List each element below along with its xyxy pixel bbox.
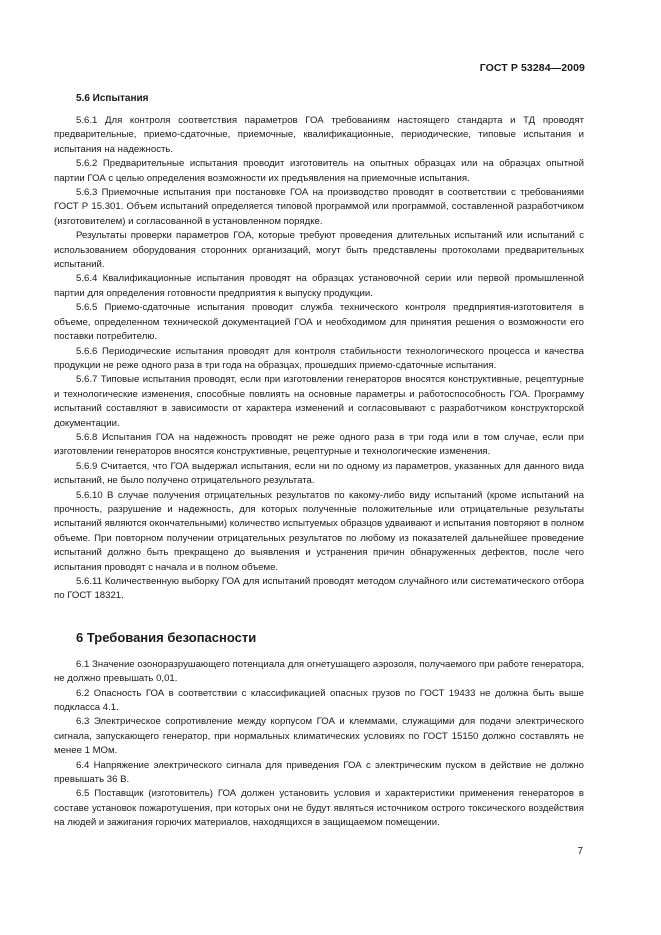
paragraph-5-6-6: 5.6.6 Периодические испытания проводят для контроля стабильности технологического процесса и качества продукции не реже одного раза в три года на образцах, прошедших приемо-сдаточные испытания. bbox=[54, 345, 584, 371]
section-6-heading: 6 Требования безопасности bbox=[76, 629, 257, 645]
paragraph-5-6-1: 5.6.1 Для контроля соответствия параметров ГОА требованиям настоящего стандарта и ТД проводят предварительные, приемо-сдаточные, приемочные, квалификационные, периодические, типовые испытания и испытания на надежность. bbox=[54, 115, 584, 155]
paragraph-5-6-3-results: Результаты проверки параметров ГОА, которые требуют проведения длительных испытаний или испытаний с использованием оборудования сторонних организаций, могут быть представлены протоколами предварительных испытаний. bbox=[54, 230, 584, 271]
paragraph-5-6-8: 5.6.8 Испытания ГОА на надежность проводят не реже одного раза в три года или в том случае, если при изготовлении генераторов вносятся конструктивные, рецептурные и технологические изменения. bbox=[54, 431, 584, 458]
paragraph-6-1: 6.1 Значение озоноразрушающего потенциала для огнетушащего аэрозоля, получаемого при работе генератора, не должно превышать 0,01. bbox=[54, 658, 584, 685]
paragraph-6-2: 6.2 Опасность ГОА в соответствии с классификацией опасных грузов по ГОСТ 19433 не должна быть выше подкласса 4.1. bbox=[54, 687, 584, 714]
paragraph-5-6-9: 5.6.9 Считается, что ГОА выдержал испытания, если ни по одному из параметров, указанных для данного вида испытаний, не было получено отрицательного результата. bbox=[54, 460, 584, 487]
paragraph-5-6-10: 5.6.10 В случае получения отрицательных результатов по какому-либо виду испытаний (кроме испытаний на прочность, разрушение и надежность, для которых полученные положительные или отрицательные результаты испытаний являются окончательными) количество испытуемых образцов удваивают и испытания повторяют в полном объеме. При повторном получении отрицательных результатов по любому из показателей дальнейшее проведение испытаний должно быть прекращено до выявления и устранения причин обнаруженных дефектов, после чего испытания проводят с начала и в полном объеме. bbox=[54, 489, 584, 573]
paragraph-5-6-5: 5.6.5 Приемо-сдаточные испытания проводит служба технического контроля предприятия-изготовителя в объеме, определенном технической документацией ГОА и необходимом для принятия решения о возможности его поставки потребителю. bbox=[54, 302, 584, 343]
paragraph-6-3: 6.3 Электрическое сопротивление между корпусом ГОА и клеммами, служащими для подачи электрического сигнала, запускающего генератор, при нормальных климатических условиях по ГОСТ 15150 должно составлять не менее 1 МОм. bbox=[54, 716, 584, 757]
page-number: 7 bbox=[577, 846, 583, 857]
paragraph-5-6-7: 5.6.7 Типовые испытания проводят, если при изготовлении генераторов вносятся конструктивные, рецептурные и технологические изменения, способные повлиять на основные параметры и работоспособность ГОА. Программу испытаний составляют в зависимости от характера изменений и согласовывают с разработчиком конструкторской документации. bbox=[54, 374, 584, 429]
paragraph-6-4: 6.4 Напряжение электрического сигнала для приведения ГОА с электрическим пуском в действие не должно превышать 36 В. bbox=[54, 759, 584, 786]
paragraph-6-5: 6.5 Поставщик (изготовитель) ГОА должен установить условия и характеристики применения генераторов в составе установок пожаротушения, при которых они не будут являться источником острого токсического воздействия на людей и зажигания горючих материалов, находящихся в защищаемом помещении. bbox=[54, 788, 584, 829]
standard-header: ГОСТ Р 53284—2009 bbox=[479, 62, 585, 74]
paragraph-5-6-11: 5.6.11 Количественную выборку ГОА для испытаний проводят методом случайного или систематического отбора по ГОСТ 18321. bbox=[54, 576, 584, 602]
paragraph-5-6-2: 5.6.2 Предварительные испытания проводит изготовитель на опытных образцах или на образцах опытной партии ГОА с целью определения возможности их предъявления на приемочные испытания. bbox=[54, 158, 584, 184]
page-content bbox=[54, 93, 584, 831]
paragraph-5-6-3: 5.6.3 Приемочные испытания при постановке ГОА на производство проводят в соответствии с требованиями ГОСТ Р 15.301. Объем испытаний определяется типовой программой или программой, составленной разработчиком (изготовителем) и согласованной в установленном порядке. bbox=[54, 187, 584, 227]
paragraph-5-6-4: 5.6.4 Квалификационные испытания проводят на образцах установочной серии или первой промышленной партии для определения готовности предприятия к выпуску продукции. bbox=[54, 273, 584, 299]
section-5-6-heading: 5.6 Испытания bbox=[76, 93, 149, 104]
